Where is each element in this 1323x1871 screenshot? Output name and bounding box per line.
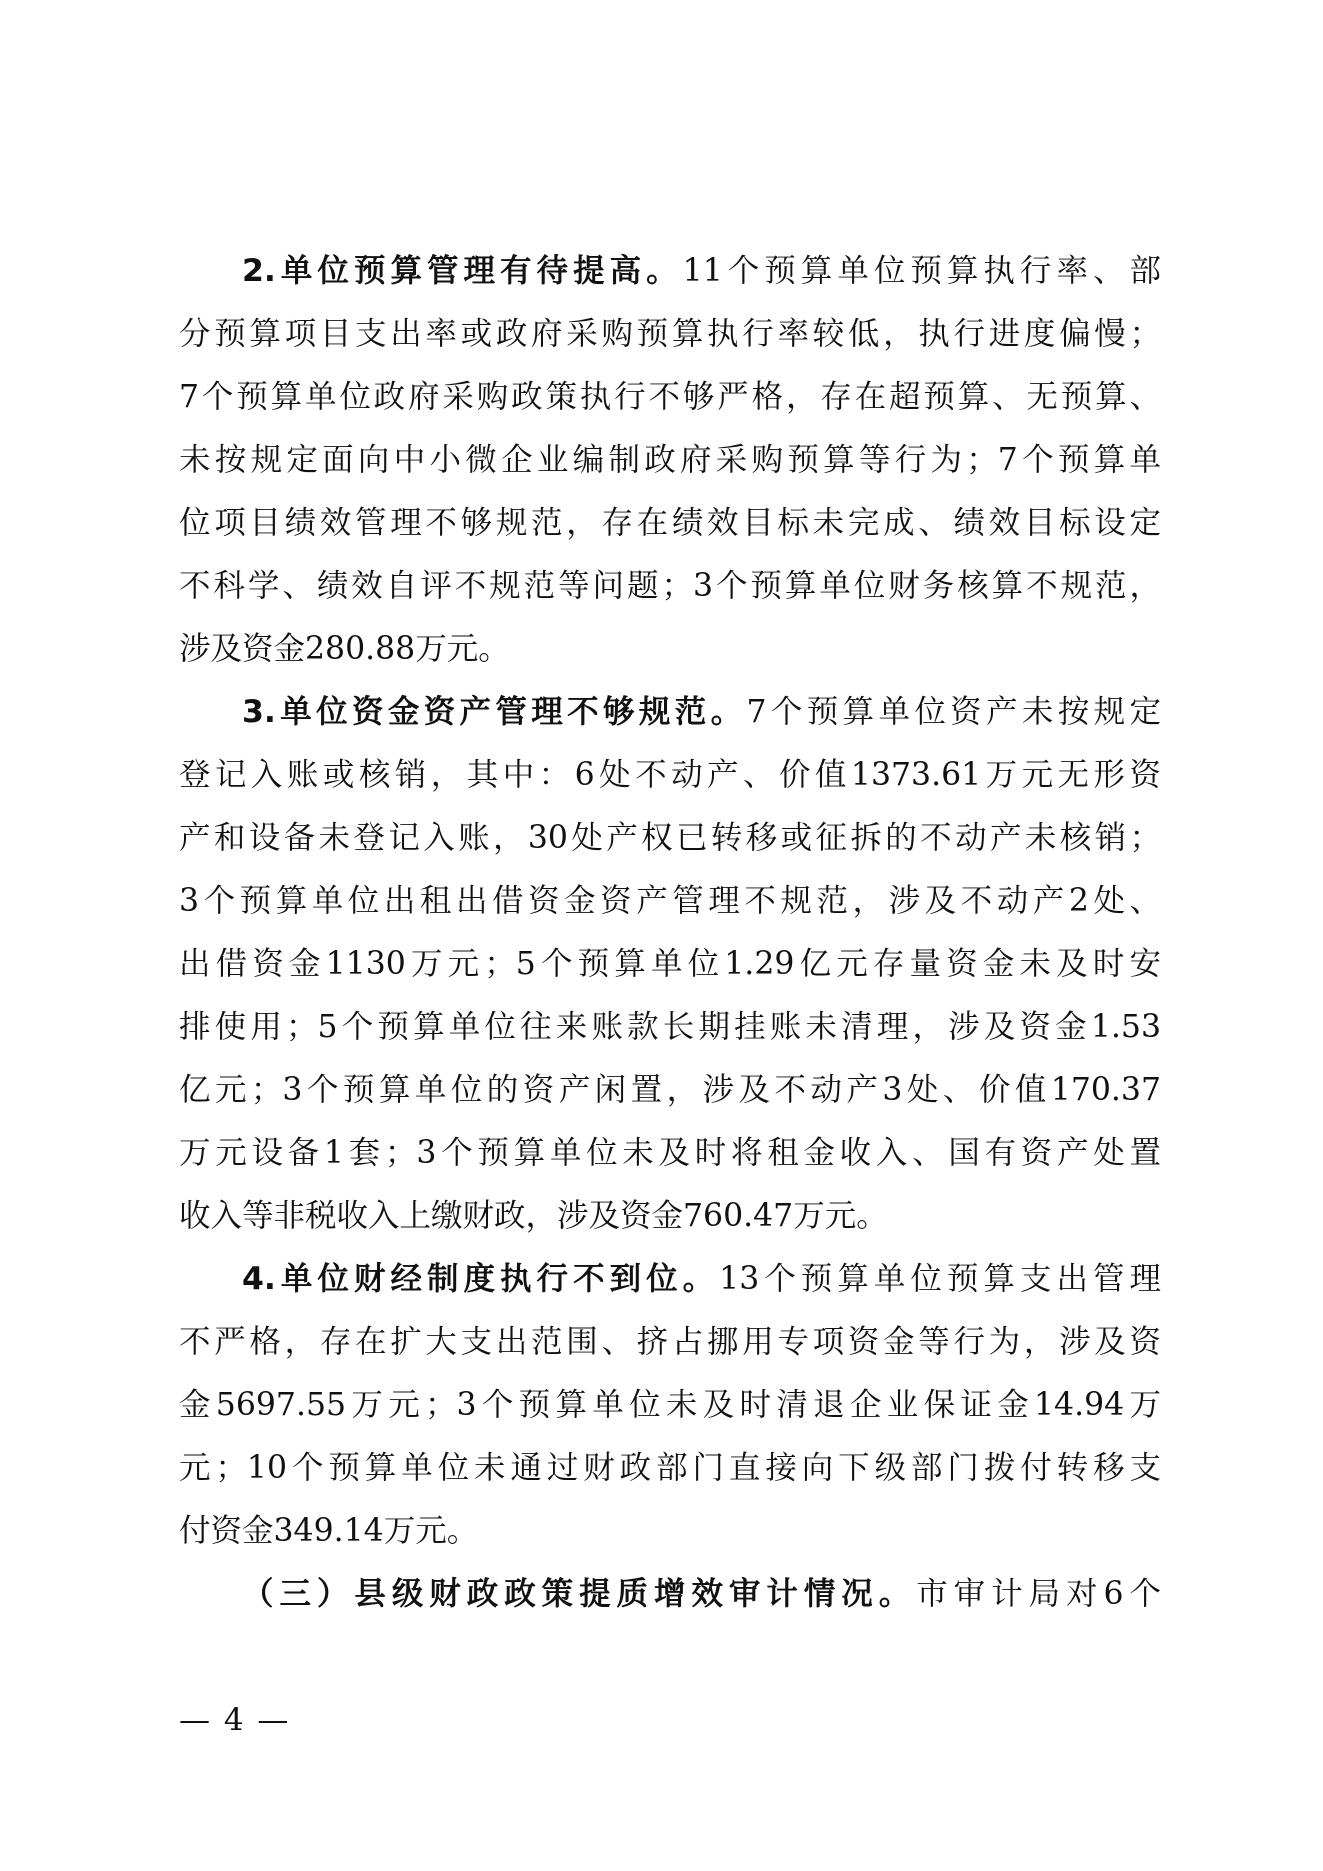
paragraph-line <box>179 492 1161 555</box>
line-text: 付资金349.14万元。 <box>179 1513 479 1549</box>
paragraph-line <box>179 1311 1161 1374</box>
section-heading: 3.单位资金资产管理不够规范。 <box>242 694 747 730</box>
paragraph-line <box>179 1500 1161 1563</box>
line-text: 分预算项目支出率或政府采购预算执行率较低，执行进度偏慢； <box>179 316 1161 352</box>
paragraph-line <box>179 1059 1161 1122</box>
line-text: 未按规定面向中小微企业编制政府采购预算等行为；7个预算单 <box>179 442 1161 478</box>
line-text: 收入等非税收入上缴财政，涉及资金760.47万元。 <box>179 1198 888 1234</box>
paragraph-line <box>179 744 1161 807</box>
paragraph-line <box>179 1374 1161 1437</box>
line-text: 不严格，存在扩大支出范围、挤占挪用专项资金等行为，涉及资 <box>179 1324 1161 1360</box>
page-number: — 4 — <box>179 1702 291 1738</box>
line-text: 3个预算单位出租出借资金资产管理不规范，涉及不动产2处、 <box>179 883 1161 919</box>
paragraph-line <box>179 1437 1161 1500</box>
paragraph-line <box>179 618 1161 681</box>
line-text: 登记入账或核销，其中：6处不动产、价值1373.61万元无形资 <box>179 757 1161 793</box>
paragraph-line <box>179 807 1161 870</box>
line-text: 7个预算单位资产未按规定 <box>746 694 1161 730</box>
line-text: 11个预算单位预算执行率、部 <box>682 253 1161 289</box>
paragraph-line <box>179 366 1161 429</box>
line-text: 金5697.55万元；3个预算单位未及时清退企业保证金14.94万 <box>179 1387 1161 1423</box>
line-text: 亿元；3个预算单位的资产闲置，涉及不动产3处、价值170.37 <box>179 1072 1161 1108</box>
paragraph-line <box>179 429 1161 492</box>
paragraph-line <box>179 303 1161 366</box>
line-text: 位项目绩效管理不够规范，存在绩效目标未完成、绩效目标设定 <box>179 505 1161 541</box>
paragraph-line <box>179 681 1161 744</box>
line-text: 13个预算单位预算支出管理 <box>719 1261 1161 1297</box>
line-text: 出借资金1130万元；5个预算单位1.29亿元存量资金未及时安 <box>179 946 1161 982</box>
section-heading: （三）县级财政政策提质增效审计情况。 <box>242 1576 917 1612</box>
paragraph-line <box>179 555 1161 618</box>
paragraph-line <box>179 1185 1161 1248</box>
line-text: 市审计局对6个 <box>916 1576 1161 1612</box>
paragraph-line <box>179 240 1161 303</box>
paragraph-line <box>179 1248 1161 1311</box>
line-text: 元；10个预算单位未通过财政部门直接向下级部门拨付转移支 <box>179 1450 1161 1486</box>
paragraph-line <box>179 1122 1161 1185</box>
paragraph-line <box>179 870 1161 933</box>
section-heading: 2.单位预算管理有待提高。 <box>242 253 683 289</box>
line-text: 万元设备1套；3个预算单位未及时将租金收入、国有资产处置 <box>179 1135 1161 1171</box>
section-heading: 4.单位财经制度执行不到位。 <box>242 1261 720 1297</box>
paragraph-line <box>179 1563 1161 1626</box>
paragraph-line <box>179 996 1161 1059</box>
line-text: 排使用；5个预算单位往来账款长期挂账未清理，涉及资金1.53 <box>179 1009 1161 1045</box>
line-text: 涉及资金280.88万元。 <box>179 631 510 667</box>
line-text: 产和设备未登记入账，30处产权已转移或征拆的不动产未核销； <box>179 820 1161 856</box>
line-text: 不科学、绩效自评不规范等问题；3个预算单位财务核算不规范， <box>179 568 1161 604</box>
line-text: 7个预算单位政府采购政策执行不够严格，存在超预算、无预算、 <box>179 379 1161 415</box>
body-text <box>179 240 1161 1626</box>
paragraph-line <box>179 933 1161 996</box>
